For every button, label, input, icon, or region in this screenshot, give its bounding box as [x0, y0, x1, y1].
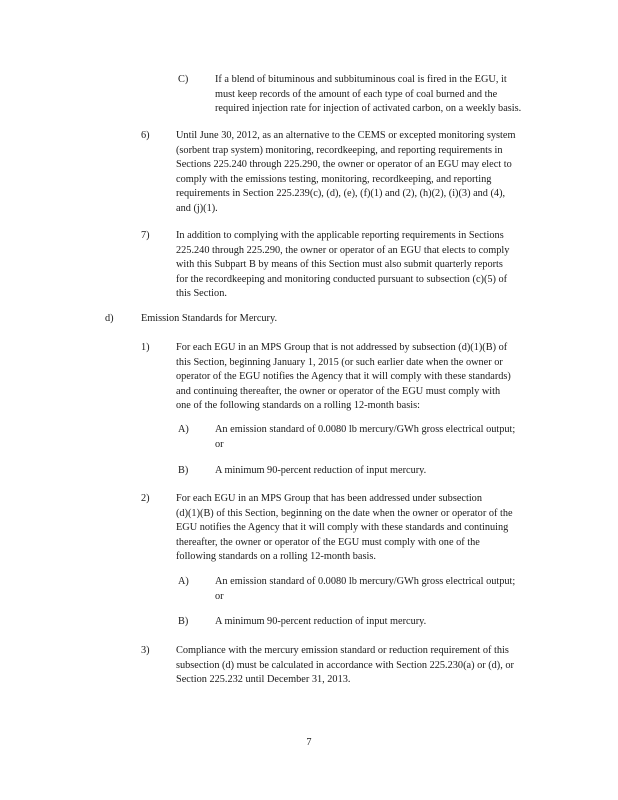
paragraph-mps-group-standards	[176, 341, 511, 414]
text-line: must keep records of the amount of each type of coal burned and the	[215, 88, 498, 100]
item-label: 3)	[141, 645, 150, 656]
text-line: (sorbent trap system) monitoring, recordkeeping, and reporting requirements in	[176, 144, 503, 156]
text-line: one of the following standards on a rolling 12-month basis:	[176, 400, 420, 412]
text-line: An emission standard of 0.0080 lb mercury/GWh gross electrical output;	[215, 576, 516, 587]
text-line: comply with the emissions testing, monitoring, recordkeeping, and reporting	[176, 173, 492, 185]
item-label: 2)	[141, 493, 150, 504]
item-label: A)	[178, 576, 189, 587]
text-line: If a blend of bituminous and subbituminous coal is fired in the EGU, it	[215, 74, 507, 85]
section-heading-emission-standards	[141, 312, 277, 327]
text-line: In addition to complying with the applicable reporting requirements in Sections	[176, 230, 504, 241]
item-label: B)	[178, 616, 189, 627]
paragraph-option-reduction	[215, 615, 426, 630]
text-line: subsection (d) must be calculated in accordance with Section 225.230(a) or (d), or	[176, 659, 514, 671]
item-label: 6)	[141, 130, 150, 141]
text-line: Emission Standards for Mercury.	[141, 313, 278, 324]
text-line: For each EGU in an MPS Group that has been addressed under subsection	[176, 493, 482, 504]
paragraph-compliance-calculation	[176, 644, 514, 688]
item-label: B)	[178, 465, 189, 476]
text-line: following standards on a rolling 12-month basis.	[176, 551, 376, 563]
text-line: requirements in Section 225.239(c), (d), (e), (f)(1) and (2), (h)(2), (i)(3) and (4),	[176, 188, 506, 200]
text-line: Section 225.232 until December 31, 2013.	[176, 674, 351, 686]
text-line: required injection rate for injection of activated carbon, on a weekly basis.	[215, 103, 522, 115]
text-line: (d)(1)(B) of this Section, beginning on the date when the owner or operator of the	[176, 507, 513, 519]
item-label: C)	[178, 74, 189, 85]
page-number: 7	[306, 737, 312, 748]
paragraph-option-reduction	[215, 464, 426, 479]
paragraph-option-emission-standard	[215, 575, 515, 604]
text-line: A minimum 90-percent reduction of input mercury.	[215, 465, 427, 476]
text-line: Until June 30, 2012, as an alternative to the CEMS or excepted monitoring system	[176, 130, 516, 141]
item-label: 7)	[141, 230, 150, 241]
paragraph-alternative-monitoring	[176, 129, 515, 217]
text-line: For each EGU in an MPS Group that is not addressed by subsection (d)(1)(B) of	[176, 342, 508, 353]
text-line: 225.240 through 225.290, the owner or operator of an EGU that elects to comply	[176, 244, 510, 256]
paragraph-recordkeeping-coal-blend	[215, 73, 521, 117]
text-line: and (j)(1).	[176, 202, 218, 214]
text-line: or	[215, 438, 224, 450]
text-line: Sections 225.240 through 225.290, the owner or operator of an EGU may elect to	[176, 159, 512, 171]
text-line: with this Subpart B by means of this Section must also submit quarterly reports	[176, 259, 503, 271]
text-line: this Section.	[176, 288, 227, 300]
text-line: for the recordkeeping and monitoring conducted pursuant to subsection (c)(5) of	[176, 273, 508, 285]
item-label: d)	[105, 313, 114, 324]
text-line: Compliance with the mercury emission standard or reduction requirement of this	[176, 645, 509, 656]
paragraph-quarterly-reports	[176, 229, 509, 302]
text-line: and continuing thereafter, the owner or operator of the EGU must comply with	[176, 385, 501, 397]
text-line: this Section, beginning January 1, 2015 (or such earlier date when the owner or	[176, 356, 503, 368]
paragraph-option-emission-standard	[215, 423, 515, 452]
text-line: operator of the EGU notifies the Agency that it will comply with these standards)	[176, 371, 511, 383]
paragraph-addressed-mps-group	[176, 492, 513, 565]
text-line: An emission standard of 0.0080 lb mercury/GWh gross electrical output;	[215, 424, 516, 435]
item-label: A)	[178, 424, 189, 435]
text-line: EGU notifies the Agency that it will comply with these standards and continuing	[176, 522, 509, 534]
text-line: A minimum 90-percent reduction of input mercury.	[215, 616, 427, 627]
text-line: or	[215, 590, 224, 602]
item-label: 1)	[141, 342, 150, 353]
text-line: thereafter, the owner or operator of the EGU must comply with one of the	[176, 536, 480, 548]
